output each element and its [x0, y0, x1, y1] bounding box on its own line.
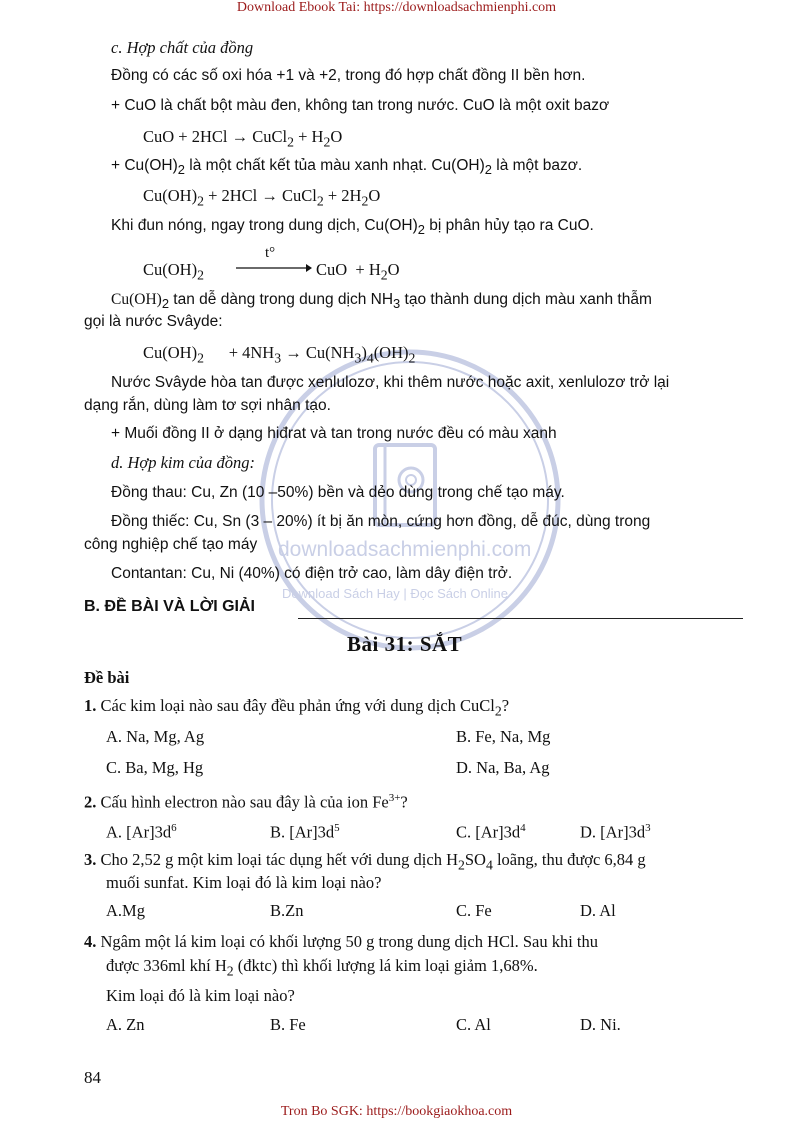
q3-option-d[interactable]: D. Al	[580, 901, 616, 920]
section-d-heading: d. Hợp kim của đồng:	[111, 453, 255, 472]
q1-option-c[interactable]: C. Ba, Mg, Hg	[106, 758, 204, 777]
q1-option-a[interactable]: A. Na, Mg, Ag	[106, 727, 205, 746]
problem-set-heading: Đề bài	[84, 668, 130, 687]
heat-text: Khi đun nóng, ngay trong dung dịch, $Cu(OH)_2$ bị phân hủy tạo ra CuO.	[111, 217, 594, 238]
q2-option-b[interactable]: B. $[Ar]3d^5$	[270, 822, 340, 842]
q1-option-b[interactable]: B. Fe, Na, Mg	[456, 727, 551, 746]
nh3-text-line2: gọi là nước Svâyde:	[84, 313, 223, 330]
q2-option-c[interactable]: C. $[Ar]3d^4$	[456, 822, 526, 842]
cuo-text: + CuO là chất bột màu đen, không tan trong nước. CuO là một oxit bazơ	[111, 97, 610, 114]
reaction-arrow	[236, 262, 312, 274]
q1-option-d[interactable]: D. Na, Ba, Ag	[456, 758, 550, 777]
bronze-text-line1: Đồng thiếc: Cu, Sn (3 – 20%) ít bị ăn mòn, cứng hơn đồng, dễ đúc, dùng trong	[111, 513, 651, 530]
section-b-heading: B. ĐỀ BÀI VÀ LỜI GIẢI	[84, 598, 255, 615]
section-c-heading: c. Hợp chất của đồng	[111, 38, 254, 57]
brass-text: Đồng thau: Cu, Zn (10 –50%) bền và dẻo dùng trong chế tạo máy.	[111, 484, 565, 501]
section-c-intro: Đồng có các số oxi hóa +1 và +2, trong đó hợp chất đồng II bền hơn.	[111, 67, 586, 84]
q4-option-c[interactable]: C. Al	[456, 1015, 491, 1034]
nh3-text: $Cu(OH)_2$ tan dễ dàng trong dung dịch $NH_3$ tạo thành dung dịch màu xanh thẫm	[111, 291, 652, 312]
question-4-line2: được 336ml khí $H_2$ (đktc) thì khối lượng lá kim loại giảm 1,68%.	[106, 956, 538, 979]
copper-salt-text: + Muối đồng II ở dạng hiđrat và tan trong nước đều có màu xanh	[111, 425, 557, 442]
svayde-text-line1: Nước Svâyde hòa tan được xenlulozơ, khi thêm nước hoặc axit, xenlulozơ trở lại	[111, 374, 670, 391]
question-1: 1. Các kim loại nào sau đây đều phản ứng với dung dịch CuCl$_2$?	[84, 696, 510, 719]
q4-option-a[interactable]: A. Zn	[106, 1015, 145, 1034]
q2-option-d[interactable]: D. $[Ar]3d^3$	[580, 822, 651, 842]
watermark-site: downloadsachmienphi.com	[278, 538, 532, 561]
question-3-line1: 3. Cho 2,52 g một kim loại tác dụng hết với dung dịch $H_2SO_4$ loãng, thu được 6,84 g	[84, 850, 646, 873]
heading-rule	[298, 618, 743, 619]
equation-3: $Cu(OH)_2$	[143, 260, 204, 283]
q2-option-a[interactable]: A. $[Ar]3d^6$	[106, 822, 177, 842]
q3-option-c[interactable]: C. Fe	[456, 901, 492, 920]
question-4-line3: Kim loại đó là kim loại nào?	[106, 986, 295, 1005]
equation-2: $Cu(OH)_2 + 2HCl$ → CuCl$_2$ + $2H_2O$	[143, 186, 381, 209]
question-2: 2. Cấu hình electron nào sau đây là của ion $Fe^{3+}$?	[84, 792, 408, 812]
equation-3-products: CuO + $H_2O$	[316, 260, 400, 283]
svayde-text-line2: dạng rắn, dùng làm tơ sợi nhân tạo.	[84, 397, 331, 414]
footer-link[interactable]: Tron Bo SGK: https://bookgiaokhoa.com	[280, 1104, 513, 1119]
question-4-line1: 4. Ngâm một lá kim loại có khối lượng 50 g trong dung dịch HCl. Sau khi thu	[84, 932, 599, 951]
constantan-text: Contantan: Cu, Ni (40%) có điện trở cao, làm dây điện trở.	[111, 565, 513, 582]
lesson-title: Bài 31: SẮT	[347, 632, 463, 656]
q4-option-d[interactable]: D. Ni.	[580, 1015, 621, 1034]
equation-4: $Cu(OH)_2$ + $4NH_3 \to Cu(NH_3)_4(OH)_2$	[143, 343, 416, 366]
page-number: 84	[84, 1068, 101, 1087]
question-3-line2: muối sunfat. Kim loại đó là kim loại nào?	[106, 873, 382, 892]
cuoh2-text: + $Cu(OH)_2$ là một chất kết tủa màu xanh nhạt. $Cu(OH)_2$ là một bazơ.	[111, 157, 583, 178]
header-link[interactable]: Download Ebook Tai: https://downloadsachmienphi.com	[236, 0, 557, 15]
q3-option-b[interactable]: B.Zn	[270, 901, 304, 920]
q3-option-a[interactable]: A.Mg	[106, 901, 145, 920]
watermark-tagline: Download Sách Hay | Đọc Sách Online	[282, 586, 508, 601]
equation-1: CuO + 2HCl → CuCl$_2$ + $H_2O$	[143, 127, 343, 150]
q4-option-b[interactable]: B. Fe	[270, 1015, 306, 1034]
heat-condition: t°	[265, 245, 276, 261]
bronze-text-line2: công nghiệp chế tạo máy	[84, 536, 258, 553]
